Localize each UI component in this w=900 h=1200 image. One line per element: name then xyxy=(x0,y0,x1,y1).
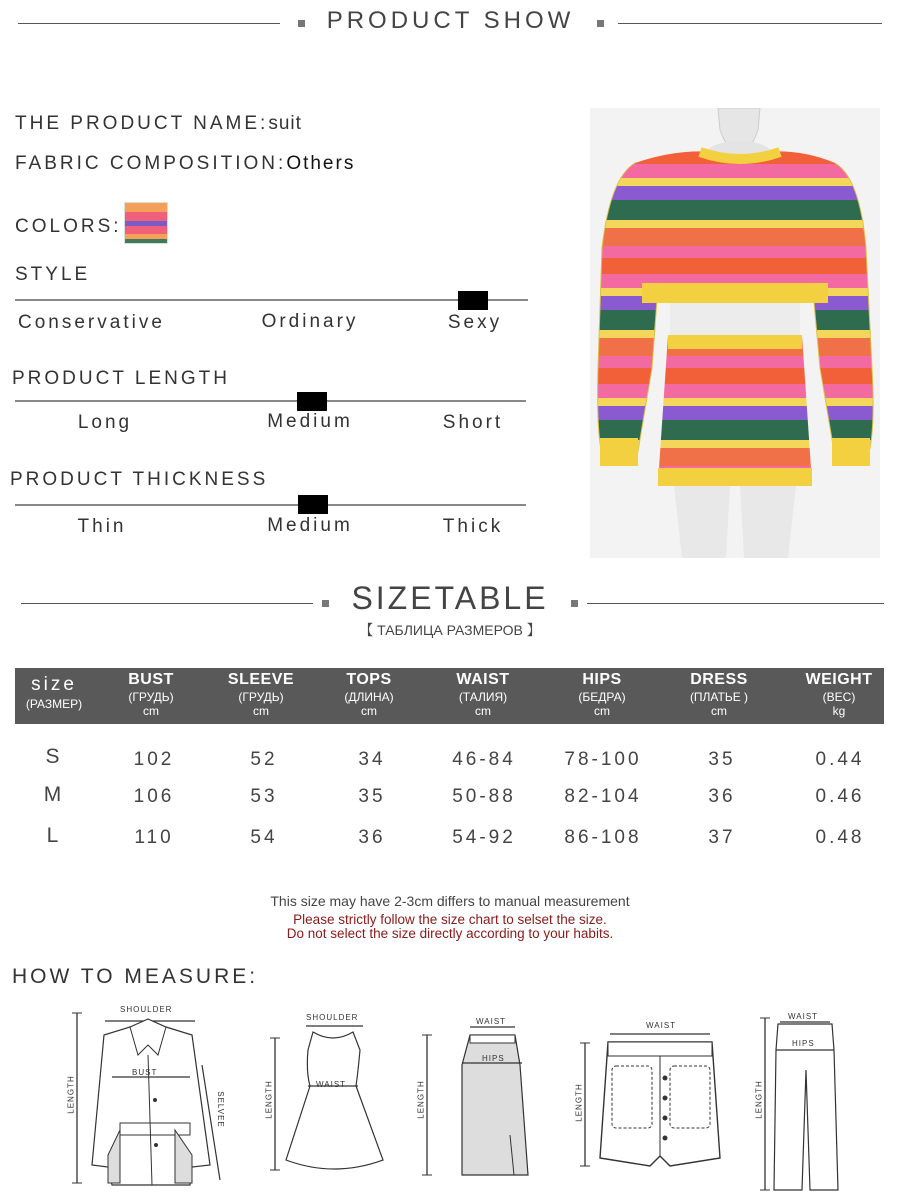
thickness-option-thick: Thick xyxy=(442,516,504,537)
cell-dress: 36 xyxy=(708,786,736,807)
col-waist-unit: cm xyxy=(475,704,491,718)
header-line-right xyxy=(618,23,882,24)
page-title: PRODUCT SHOW xyxy=(326,7,575,34)
col-weight-unit: kg xyxy=(832,704,846,718)
color-swatch[interactable] xyxy=(124,202,168,244)
cell-hips: 86-108 xyxy=(564,827,642,848)
cell-bust: 110 xyxy=(134,827,174,848)
jacket-length-label: LENGTH xyxy=(66,1075,76,1114)
cell-size: L xyxy=(46,824,62,847)
header-bullet-right xyxy=(597,20,604,27)
col-bust-title: BUST xyxy=(128,671,174,688)
shorts-length-label: LENGTH xyxy=(574,1083,584,1122)
cell-size: M xyxy=(43,783,65,806)
cell-bust: 102 xyxy=(133,749,175,770)
product-photo-image xyxy=(590,108,880,558)
col-header-weight xyxy=(789,668,889,724)
style-option-ordinary: Ordinary xyxy=(261,311,359,332)
thickness-option-thin: Thin xyxy=(77,516,127,537)
col-hips-title: HIPS xyxy=(582,671,622,688)
skirt-waist-label: WAIST xyxy=(476,1017,507,1026)
col-header-size xyxy=(15,668,93,724)
thickness-scale-line xyxy=(15,504,526,506)
col-waist-title: WAIST xyxy=(456,671,510,688)
thickness-selected-marker xyxy=(298,495,328,514)
col-size-sub: (РАЗМЕР) xyxy=(25,697,83,711)
col-dress-sub: (ПЛАТЬЕ ) xyxy=(689,690,749,704)
col-tops-sub: (ДЛИНА) xyxy=(344,690,394,704)
jacket-drawing xyxy=(60,1005,235,1195)
sizetable-bullet-right xyxy=(571,600,578,607)
skirt-drawing xyxy=(410,1015,540,1190)
cell-waist: 46-84 xyxy=(452,749,516,770)
jacket-shoulder-label: SHOULDER xyxy=(120,1005,173,1014)
col-header-dress xyxy=(669,668,769,724)
col-sleeve-sub: (ГРУДЬ) xyxy=(238,690,284,704)
cell-sleeve: 52 xyxy=(250,749,278,770)
dress-drawing xyxy=(258,1010,398,1190)
product-name-row xyxy=(15,113,302,135)
sizetable-line-right xyxy=(587,603,884,604)
cell-dress: 37 xyxy=(708,827,736,848)
fabric-row xyxy=(15,153,355,175)
shorts-waist-label: WAIST xyxy=(646,1021,677,1030)
dress-waist-label: WAIST xyxy=(316,1080,347,1089)
col-header-waist xyxy=(433,668,533,724)
col-weight-sub: (ВЕС) xyxy=(822,690,856,704)
length-option-long: Long xyxy=(77,412,133,433)
col-tops-title: TOPS xyxy=(346,671,392,688)
cell-waist: 54-92 xyxy=(452,827,516,848)
style-scale-line xyxy=(15,299,528,301)
cell-waist: 50-88 xyxy=(452,786,516,807)
style-option-sexy: Sexy xyxy=(447,312,503,333)
cell-dress: 35 xyxy=(708,749,736,770)
col-hips-sub: (БЕДРА) xyxy=(578,690,626,704)
skirt-length-label: LENGTH xyxy=(416,1080,426,1119)
cell-sleeve: 53 xyxy=(250,786,278,807)
col-header-hips xyxy=(552,668,652,724)
color-swatch-image xyxy=(125,203,167,243)
cell-weight: 0.48 xyxy=(815,827,865,848)
pants-length-label: LENGTH xyxy=(754,1080,764,1119)
measure-skirt-illustration xyxy=(410,1015,540,1190)
length-option-short: Short xyxy=(442,412,504,433)
fabric-label: FABRIC COMPOSITION: xyxy=(15,153,287,174)
col-tops-unit: cm xyxy=(361,704,377,718)
length-selected-marker xyxy=(297,392,327,411)
style-option-conservative: Conservative xyxy=(18,312,165,333)
jacket-bust-label: BUST xyxy=(132,1068,158,1077)
measure-dress-illustration xyxy=(258,1010,398,1190)
skirt-hips-label: HIPS xyxy=(482,1054,505,1063)
style-title: STYLE xyxy=(15,264,91,285)
jacket-selvee-label: SELVEE xyxy=(215,1091,225,1128)
col-sleeve-unit: cm xyxy=(253,704,269,718)
thickness-title: PRODUCT THICKNESS xyxy=(10,469,269,490)
length-option-medium: Medium xyxy=(267,411,353,432)
dress-length-label: LENGTH xyxy=(264,1080,274,1119)
col-sleeve-title: SLEEVE xyxy=(227,671,295,688)
col-size-title: size xyxy=(31,674,77,695)
size-note-disclaimer: This size may have 2-3cm differs to manual measurement xyxy=(270,893,630,909)
header-bullet-left xyxy=(298,20,305,27)
col-bust-unit: cm xyxy=(143,704,159,718)
col-header-sleeve xyxy=(211,668,311,724)
size-table-header xyxy=(15,668,884,724)
size-note-warning-1: Please strictly follow the size chart to selset the size. xyxy=(293,912,607,927)
cell-hips: 82-104 xyxy=(564,786,642,807)
how-to-measure-title: HOW TO MEASURE: xyxy=(12,965,259,988)
cell-weight: 0.44 xyxy=(815,749,865,770)
thickness-option-medium: Medium xyxy=(267,515,353,536)
pants-waist-label: WAIST xyxy=(788,1012,819,1021)
cell-tops: 34 xyxy=(358,749,386,770)
col-dress-title: DRESS xyxy=(690,671,748,688)
length-title: PRODUCT LENGTH xyxy=(12,368,230,389)
header-line-left xyxy=(18,23,280,24)
colors-label: COLORS: xyxy=(15,216,122,237)
length-scale-line xyxy=(15,400,526,402)
cell-hips: 78-100 xyxy=(564,749,642,770)
fabric-value: Others xyxy=(286,153,356,174)
cell-tops: 35 xyxy=(358,786,386,807)
measure-shorts-illustration xyxy=(570,1018,735,1178)
dress-shoulder-label: SHOULDER xyxy=(306,1013,359,1022)
col-waist-sub: (ТАЛИЯ) xyxy=(458,690,508,704)
col-hips-unit: cm xyxy=(594,704,610,718)
sizetable-subtitle: 【 ТАБЛИЦА РАЗМЕРОВ 】 xyxy=(359,622,541,638)
measure-pants-illustration xyxy=(748,1010,848,1195)
product-name-label: THE PRODUCT NAME: xyxy=(15,113,269,134)
pants-hips-label: HIPS xyxy=(792,1039,815,1048)
cell-size: S xyxy=(45,745,63,768)
sizetable-bullet-left xyxy=(322,600,329,607)
cell-sleeve: 54 xyxy=(250,827,278,848)
style-selected-marker xyxy=(458,291,488,310)
shorts-drawing xyxy=(570,1018,735,1178)
cell-weight: 0.46 xyxy=(815,786,865,807)
product-photo xyxy=(590,108,880,558)
product-name-value: suit xyxy=(268,113,302,134)
col-weight-title: WEIGHT xyxy=(805,671,873,688)
size-note-warning-2: Do not select the size directly according to your habits. xyxy=(286,926,614,941)
sizetable-line-left xyxy=(21,603,313,604)
col-dress-unit: cm xyxy=(711,704,727,718)
cell-bust: 106 xyxy=(133,786,175,807)
measure-jacket-illustration xyxy=(60,1005,235,1195)
col-header-tops xyxy=(319,668,419,724)
cell-tops: 36 xyxy=(358,827,386,848)
col-header-bust xyxy=(101,668,201,724)
col-bust-sub: (ГРУДЬ) xyxy=(128,690,174,704)
sizetable-title: SIZETABLE xyxy=(351,580,549,616)
